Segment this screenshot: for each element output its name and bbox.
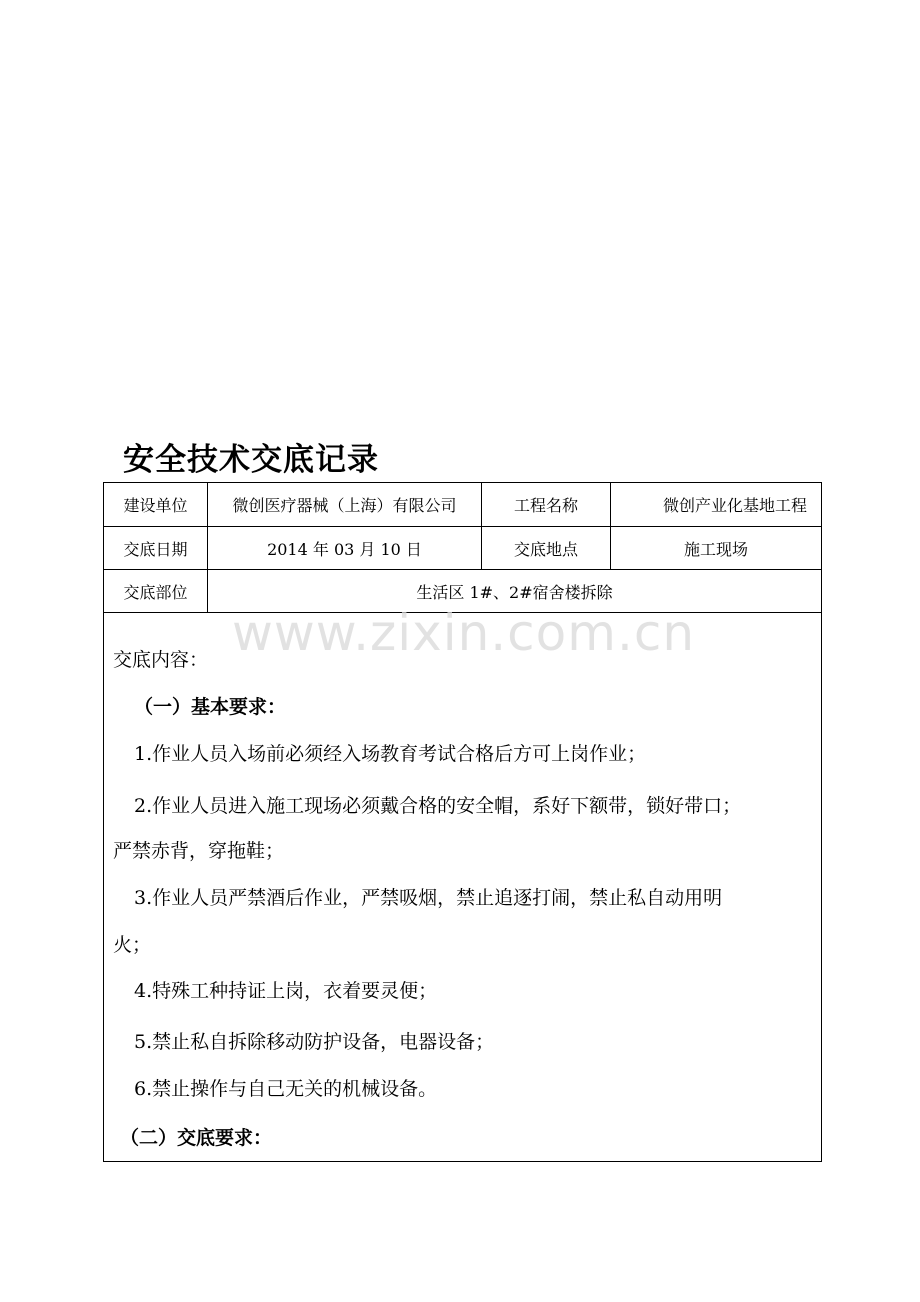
requirement-item-continuation: 火；	[113, 934, 152, 956]
row-divider	[104, 612, 821, 613]
requirement-item-continuation: 严禁赤背，穿拖鞋；	[113, 840, 285, 862]
document-title: 安全技术交底记录	[123, 442, 379, 478]
section-briefing-requirements-title: （二）交底要求：	[120, 1127, 273, 1149]
label-briefing-date: 交底日期	[123, 539, 188, 559]
requirement-item: 3.作业人员严禁酒后作业，严禁吸烟，禁止追逐打闹，禁止私自动用明	[134, 887, 723, 909]
label-construction-unit: 建设单位	[123, 496, 188, 515]
value-project-name: 微创产业化基地工程	[662, 496, 807, 515]
value-briefing-location: 施工现场	[683, 539, 748, 559]
label-briefing-part: 交底部位	[123, 582, 188, 602]
label-project-name: 工程名称	[513, 496, 578, 515]
value-construction-unit: 微创医疗器械（上海）有限公司	[232, 496, 457, 515]
requirement-item: 2.作业人员进入施工现场必须戴合格的安全帽，系好下额带，锁好带口；	[134, 795, 742, 817]
content-heading: 交底内容：	[113, 649, 209, 671]
value-briefing-date: 2014 年 03 月 10 日	[267, 539, 422, 559]
safety-briefing-table	[103, 482, 822, 1162]
requirement-item: 5.禁止私自拆除移动防护设备，电器设备；	[134, 1031, 495, 1053]
requirement-item: 4.特殊工种持证上岗，衣着要灵便；	[134, 980, 438, 1002]
label-briefing-location: 交底地点	[513, 539, 578, 559]
requirement-item: 6.禁止操作与自己无关的机械设备。	[134, 1078, 438, 1100]
section-basic-requirements-title: （一）基本要求：	[134, 696, 287, 718]
watermark: www.zixin.com.cn	[232, 604, 696, 662]
value-briefing-part: 生活区 1#、2#宿舍楼拆除	[416, 582, 613, 602]
requirement-item: 1.作业人员入场前必须经入场教育考试合格后方可上岗作业；	[134, 743, 647, 765]
